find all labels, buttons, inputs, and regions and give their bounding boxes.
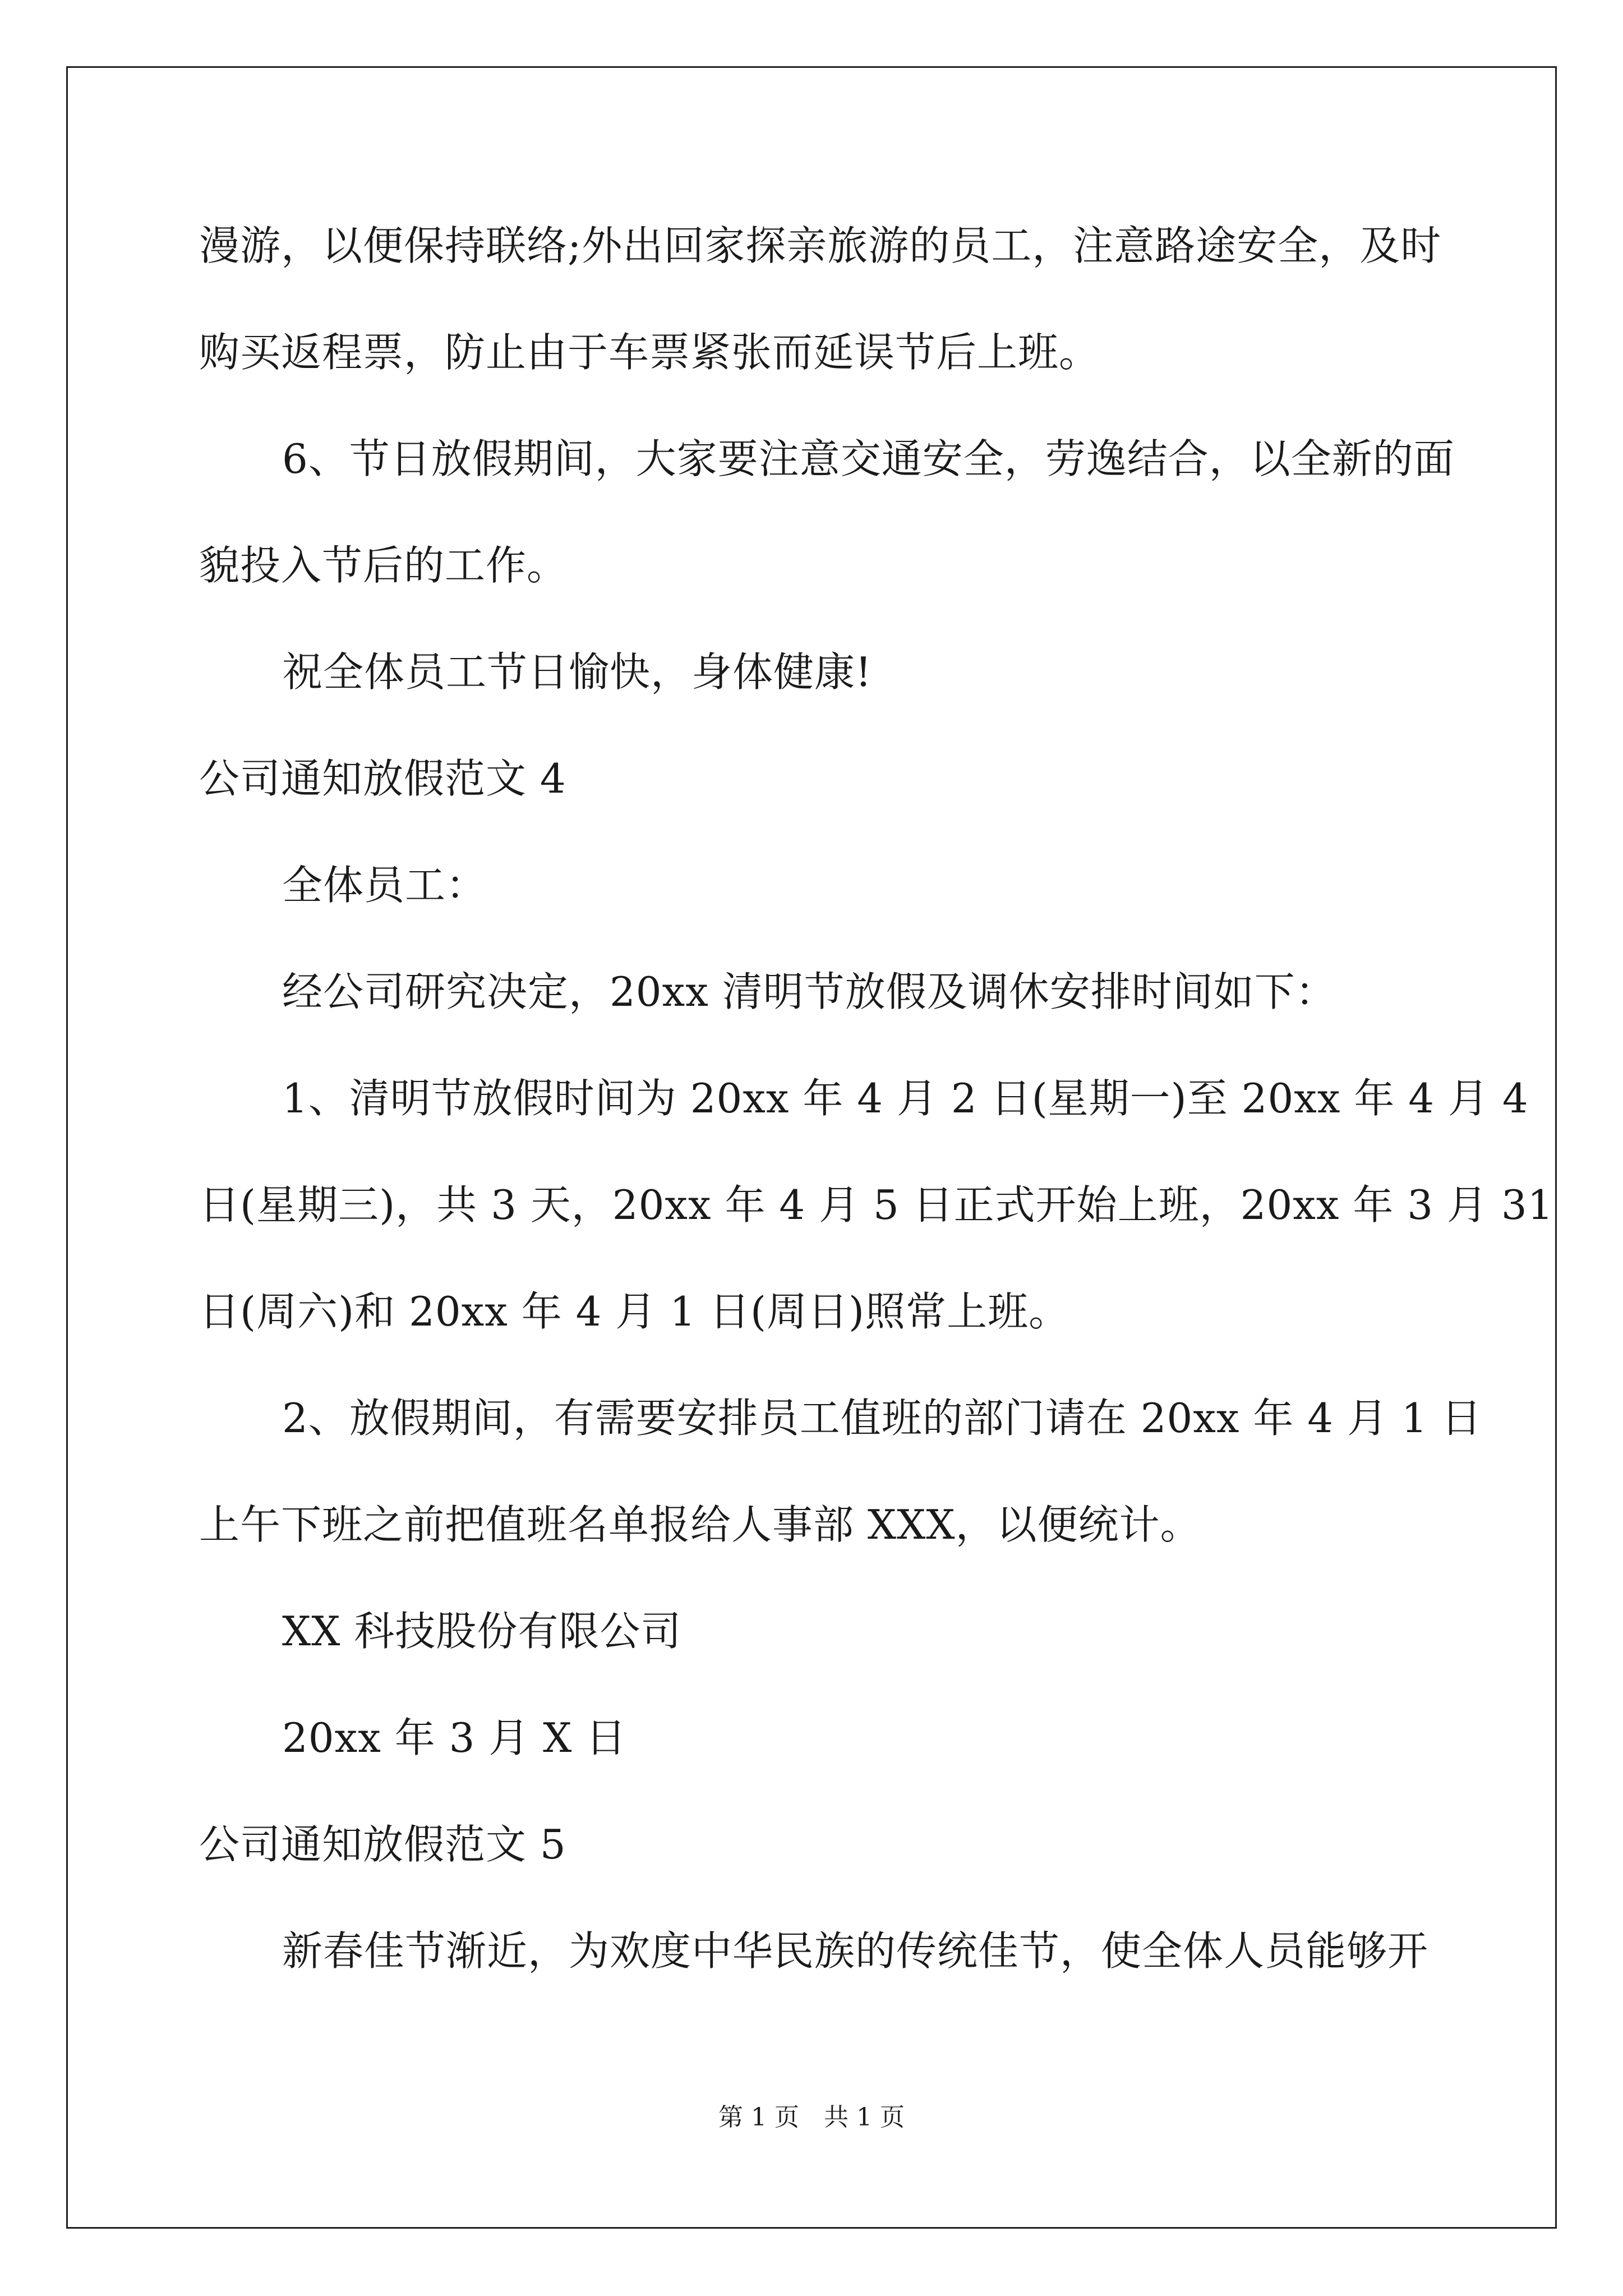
page-footer: 第 1 页 共 1 页 [718,2103,905,2132]
body-text-line: 经公司研究决定，20xx 清明节放假及调休安排时间如下： [282,968,1336,1015]
page-border [66,66,1557,2229]
numbered-item-2: 2、放假期间，有需要安排员工值班的部门请在 20xx 年 4 月 1 日 [282,1395,1482,1442]
body-text-line: 新春佳节渐近，为欢度中华民族的传统佳节，使全体人员能够开 [282,1927,1429,1975]
signature-company: XX 科技股份有限公司 [282,1608,682,1655]
body-text-line: 购买返程票，防止由于车票紧张而延误节后上班。 [199,329,1100,376]
body-text-line: 漫游，以便保持联络;外出回家探亲旅游的员工，注意路途安全，及时 [199,222,1442,269]
greeting-line: 祝全体员工节日愉快，身体健康! [282,648,872,696]
body-text-line: 日(周六)和 20xx 年 4 月 1 日(周日)照常上班。 [199,1288,1070,1335]
body-text-line: 上午下班之前把值班名单报给人事部 XXX，以便统计。 [199,1501,1201,1548]
salutation: 全体员工： [282,862,487,909]
section-heading-4: 公司通知放假范文 4 [199,755,566,802]
numbered-item-6: 6、节日放假期间，大家要注意交通安全，劳逸结合，以全新的面 [282,435,1455,482]
signature-date: 20xx 年 3 月 X 日 [282,1714,627,1761]
body-text-line: 日(星期三)，共 3 天，20xx 年 4 月 5 日正式开始上班，20xx 年 3 月 31 [199,1181,1554,1228]
numbered-item-1: 1、清明节放假时间为 20xx 年 4 月 2 日(星期一)至 20xx 年 4 月 4 [282,1075,1529,1122]
section-heading-5: 公司通知放假范文 5 [199,1821,566,1868]
body-text-line: 貌投入节后的工作。 [199,542,568,589]
